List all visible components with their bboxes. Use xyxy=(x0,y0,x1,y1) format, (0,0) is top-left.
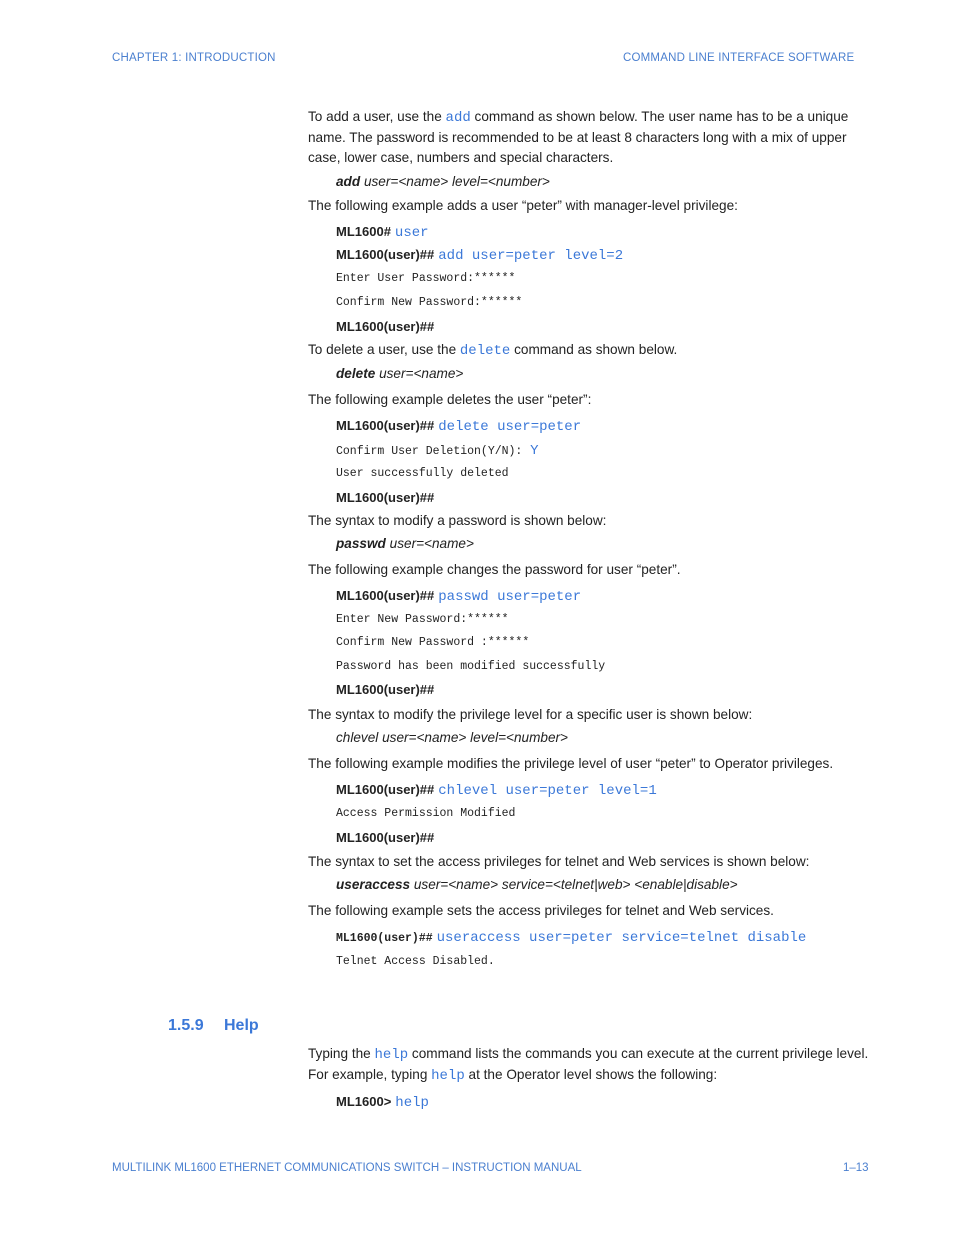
paragraph-useraccess-example: The following example sets the access privileges for telnet and Web services. xyxy=(308,903,774,918)
syntax-chlevel: chlevel user=<name> level=<number> xyxy=(336,730,568,745)
inline-cmd-delete: delete xyxy=(459,343,511,359)
syntax-useraccess: useraccess user=<name> service=<telnet|web> <enable|disable> xyxy=(336,877,738,892)
help-content xyxy=(308,1044,873,1113)
example-delete: ML1600(user)## delete user=peter Confirm User Deletion(Y/N): Y User successfully deleted ML1600(user)## xyxy=(336,418,582,505)
page-number: 1–13 xyxy=(843,1162,869,1174)
header-chapter: CHAPTER 1: INTRODUCTION xyxy=(112,52,276,64)
inline-cmd-help-2: help xyxy=(431,1068,465,1084)
syntax-passwd: passwd user=<name> xyxy=(336,536,474,551)
paragraph-passwd-example: The following example changes the password for user “peter”. xyxy=(308,562,681,577)
main-content xyxy=(308,107,873,976)
paragraph-add-example: The following example adds a user “peter” with manager-level privilege: xyxy=(308,198,738,213)
example-add: ML1600# user ML1600(user)## add user=peter level=2 Enter User Password:****** Confirm New Password:****** ML1600(user)## xyxy=(336,224,624,334)
example-chlevel: ML1600(user)## chlevel user=peter level=1 Access Permission Modified ML1600(user)## xyxy=(336,782,657,845)
example-useraccess: ML1600(user)## useraccess user=peter service=telnet disable Telnet Access Disabled. xyxy=(336,930,807,968)
section-title: Help xyxy=(224,1017,259,1034)
paragraph-useraccess-syntax: The syntax to set the access privileges for telnet and Web services is shown below: xyxy=(308,854,810,869)
footer-manual-title: MULTILINK ML1600 ETHERNET COMMUNICATIONS SWITCH – INSTRUCTION MANUAL xyxy=(112,1162,582,1174)
paragraph-help: Typing the help command lists the commands you can execute at the current privilege level. For example, typing help at the Operator level shows the following: xyxy=(308,1046,869,1084)
header-section: COMMAND LINE INTERFACE SOFTWARE xyxy=(623,52,855,64)
syntax-add: add user=<name> level=<number> xyxy=(336,174,550,189)
paragraph-passwd-syntax: The syntax to modify a password is shown below: xyxy=(308,513,607,528)
paragraph-add: To add a user, use the add command as shown below. The user name has to be a unique name. The password is recommended to be at least 8 characters long with a mix of upper case, lower case, numbers and special characters. xyxy=(308,109,849,165)
section-heading-help xyxy=(168,1017,259,1035)
paragraph-chlevel-syntax: The syntax to modify the privilege level for a specific user is shown below: xyxy=(308,707,753,722)
inline-cmd-help: help xyxy=(374,1047,409,1063)
inline-cmd-add: add xyxy=(445,110,471,126)
paragraph-delete-example: The following example deletes the user “peter”: xyxy=(308,392,592,407)
syntax-delete: delete user=<name> xyxy=(336,366,464,381)
section-number: 1.5.9 xyxy=(168,1017,204,1034)
example-passwd: ML1600(user)## passwd user=peter Enter New Password:****** Confirm New Password :****** Password has been modified successfully ML1600(user)## xyxy=(336,588,606,697)
paragraph-delete: To delete a user, use the delete command as shown below. xyxy=(308,342,678,359)
example-help: ML1600> help xyxy=(336,1094,429,1111)
paragraph-chlevel-example: The following example modifies the privilege level of user “peter” to Operator privileges. xyxy=(308,756,834,771)
